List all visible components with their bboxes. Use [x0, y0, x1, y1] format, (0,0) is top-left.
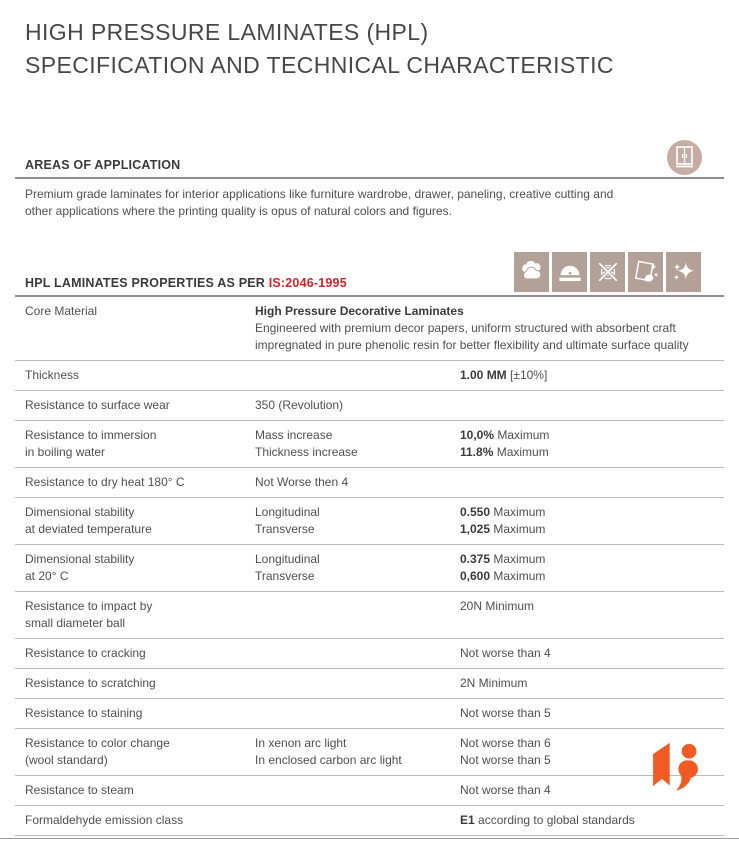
table-cell [450, 397, 724, 414]
cell-line: Not worse than 5 [460, 706, 551, 720]
cell-line: Transverse [255, 522, 315, 536]
abrasion-disc-icon [552, 252, 587, 292]
table-cell [450, 427, 724, 461]
cell-line: in boiling water [25, 445, 106, 459]
brand-k-logo [653, 742, 703, 806]
table-cell [15, 474, 245, 491]
cell-line: High Pressure Decorative Laminates [255, 304, 464, 318]
table-cell [15, 782, 245, 799]
table-cell [245, 397, 450, 414]
table-cell [450, 551, 724, 585]
cell-line: 0,600 Maximum [460, 569, 546, 583]
table-cell [245, 367, 450, 384]
table-row [15, 669, 724, 699]
areas-of-application-heading: AREAS OF APPLICATION [15, 158, 724, 179]
standard-reference: IS:2046-1995 [268, 276, 347, 290]
no-scouring-icon [590, 252, 625, 292]
cell-line: In xenon arc light [255, 736, 347, 750]
properties-table [15, 297, 724, 836]
table-cell [245, 551, 450, 585]
clouds-icon [514, 252, 549, 292]
table-row [15, 699, 724, 729]
cell-line: Thickness increase [255, 445, 358, 459]
page-title-line2: SPECIFICATION AND TECHNICAL CHARACTERISTIC [25, 52, 614, 78]
cell-line: 350 (Revolution) [255, 398, 344, 412]
table-cell [245, 812, 450, 829]
cell-line: 1.00 MM [±10%] [460, 368, 548, 382]
table-cell [245, 735, 450, 769]
table-row [15, 468, 724, 498]
table-cell [245, 504, 450, 538]
cell-line: Longitudinal [255, 505, 320, 519]
table-cell [245, 645, 450, 662]
table-row [15, 806, 724, 836]
table-cell [245, 474, 450, 491]
cell-line: Resistance to color change [25, 736, 170, 750]
table-cell [15, 812, 245, 829]
cell-line: Not Worse then 4 [255, 475, 349, 489]
table-row [15, 361, 724, 391]
page-title [0, 0, 739, 82]
table-cell [450, 598, 724, 632]
table-cell [245, 782, 450, 799]
cell-line: 2N Minimum [460, 676, 528, 690]
table-row [15, 297, 724, 361]
cell-line: Resistance to scratching [25, 676, 156, 690]
table-cell [15, 303, 245, 354]
cell-line: Engineered with premium decor papers, uniform structured with absorbent craft [255, 321, 676, 335]
table-cell [450, 504, 724, 538]
table-cell [450, 367, 724, 384]
cell-line: E1 according to global standards [460, 813, 635, 827]
areas-of-application-body: Premium grade laminates for interior applications like furniture wardrobe, drawer, paneling, creative cutting and other applications where the printing quality is opus of natural colors and figures. [25, 187, 614, 218]
cell-line: Resistance to cracking [25, 646, 146, 660]
table-cell [245, 598, 450, 632]
table-cell [450, 675, 724, 692]
table-cell [15, 675, 245, 692]
cell-line: 0.550 Maximum [460, 505, 546, 519]
table-cell [450, 645, 724, 662]
cell-line: Not worse than 4 [460, 646, 551, 660]
cell-line: Resistance to steam [25, 783, 134, 797]
table-row [15, 391, 724, 421]
table-cell [15, 504, 245, 538]
easy-clean-icon [628, 252, 663, 292]
cell-line: 10,0% Maximum [460, 428, 550, 442]
sparkle-shine-icon [666, 252, 701, 292]
cell-line: 0.375 Maximum [460, 552, 546, 566]
table-cell [245, 705, 450, 722]
table-cell [15, 598, 245, 632]
page-bottom-rule [0, 838, 739, 839]
table-cell [450, 705, 724, 722]
wardrobe-icon [667, 140, 702, 175]
table-cell [15, 705, 245, 722]
cell-line: Resistance to staining [25, 706, 143, 720]
table-cell [450, 474, 724, 491]
cell-line: impregnated in pure phenolic resin for better flexibility and ultimate surface quality [255, 338, 689, 352]
table-cell [15, 427, 245, 461]
table-cell [15, 397, 245, 414]
table-row [15, 592, 724, 639]
table-row [15, 421, 724, 468]
cell-line: Core Material [25, 304, 98, 318]
table-cell [15, 735, 245, 769]
table-row [15, 729, 724, 776]
cell-line: Not worse than 4 [460, 783, 551, 797]
property-icons [514, 252, 701, 292]
cell-line: at deviated temperature [25, 522, 152, 536]
cell-line: 11.8% Maximum [460, 445, 549, 459]
cell-line: Resistance to surface wear [25, 398, 170, 412]
table-cell [15, 551, 245, 585]
cell-line: (wool standard) [25, 753, 108, 767]
cell-line: Dimensional stability [25, 505, 135, 519]
cell-line: Longitudinal [255, 552, 320, 566]
cell-line: In enclosed carbon arc light [255, 753, 402, 767]
properties-heading-text: HPL LAMINATES PROPERTIES AS PER [25, 276, 269, 290]
table-cell [245, 303, 689, 354]
cell-line: 1,025 Maximum [460, 522, 546, 536]
table-row [15, 498, 724, 545]
cell-line: small diameter ball [25, 616, 126, 630]
cell-line: Formaldehyde emission class [25, 813, 184, 827]
table-row [15, 545, 724, 592]
table-row [15, 776, 724, 806]
table-cell [245, 675, 450, 692]
cell-line: Resistance to immersion [25, 428, 157, 442]
cell-line: Not worse than 6 [460, 736, 551, 750]
table-cell [15, 367, 245, 384]
cell-line: at 20° C [25, 569, 69, 583]
table-cell [245, 427, 450, 461]
cell-line: Resistance to impact by [25, 599, 153, 613]
table-cell [450, 812, 724, 829]
cell-line: Dimensional stability [25, 552, 135, 566]
cell-line: Not worse than 5 [460, 753, 551, 767]
page-title-line1: HIGH PRESSURE LAMINATES (HPL) [25, 19, 429, 45]
cell-line: Thickness [25, 368, 80, 382]
cell-line: 20N Minimum [460, 599, 535, 613]
cell-line: Mass increase [255, 428, 333, 442]
table-cell [15, 645, 245, 662]
table-cell [450, 303, 724, 354]
cell-line: Resistance to dry heat 180° C [25, 475, 185, 489]
cell-line: Transverse [255, 569, 315, 583]
table-row [15, 639, 724, 669]
